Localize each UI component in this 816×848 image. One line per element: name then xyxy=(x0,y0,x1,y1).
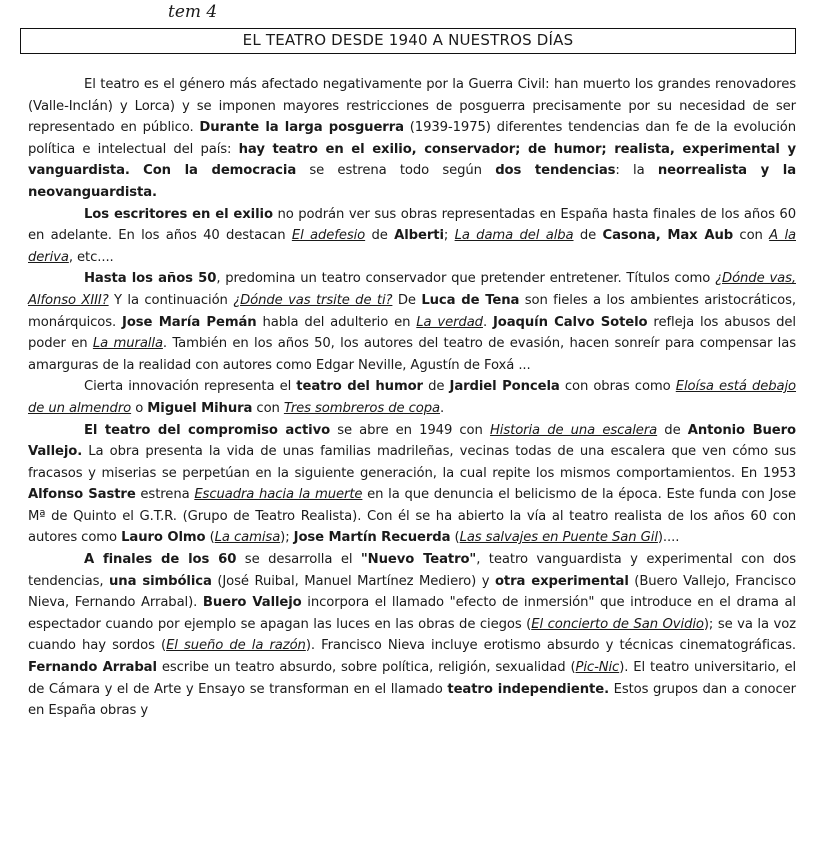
text-run: no podrán ver sus obras representadas en España hasta finales de los años 60 en adelante. En los años 40 destacan xyxy=(28,206,796,244)
text-run: con xyxy=(252,400,284,416)
work-title: El adefesio xyxy=(291,228,366,244)
text-run: , teatro vanguardista y experimental con dos tendencias, xyxy=(28,552,796,589)
text-run: Estos grupos dan a conocer en España obras y xyxy=(28,681,796,719)
text-run: (José Ruibal, Manuel Martínez Mediero) y xyxy=(211,573,495,589)
bold-text: Fernando Arrabal xyxy=(28,660,157,676)
text-run: . xyxy=(440,400,445,416)
work-title: Pic-Nic xyxy=(575,660,620,676)
text-run: Cierta innovación representa el xyxy=(84,379,297,395)
bold-text: dos tendencias xyxy=(495,163,616,179)
document-body xyxy=(28,74,796,722)
bold-text: Durante la larga posguerra xyxy=(199,120,404,136)
bold-text: Lauro Olmo xyxy=(121,530,206,546)
paragraph xyxy=(28,420,796,550)
work-title: ¿Dónde vas trsite de ti? xyxy=(233,292,393,308)
bold-text: hay teatro en el exilio, conservador; de humor; realista, experimental y vanguardista. xyxy=(28,141,796,179)
text-run: de xyxy=(573,228,603,244)
text-run: ). Francisco Nieva incluye erotismo absurdo y técnicas cinematográficas. xyxy=(305,638,796,654)
text-run: , predomina un teatro conservador que pretender entretener. Títulos como xyxy=(216,271,716,287)
work-title: Historia de una escalera xyxy=(489,422,658,438)
paragraph xyxy=(28,204,796,269)
work-title: La muralla xyxy=(92,336,163,352)
text-run: (Buero Vallejo, Francisco Nieva, Fernando Arrabal). xyxy=(28,573,796,611)
text-run: ; xyxy=(443,228,455,244)
work-title: Eloísa está debajo de un almendro xyxy=(28,379,797,416)
work-title: ¿Dónde vas, Alfonso XIII? xyxy=(28,271,796,308)
text-run: con obras como xyxy=(559,379,676,395)
work-title: El concierto de San Ovidio xyxy=(531,616,704,632)
work-title: A la deriva xyxy=(28,228,796,265)
bold-text: Los escritores en el exilio xyxy=(84,206,273,222)
text-run: estrena xyxy=(135,487,195,503)
bold-text: neorrealista y la neovanguardista. xyxy=(28,163,797,200)
bold-text: A finales de los 60 xyxy=(84,552,237,568)
bold-text: Alfonso Sastre xyxy=(28,487,136,503)
bold-text: Con la democracia xyxy=(143,163,297,179)
paragraph xyxy=(28,549,796,722)
text-run: ); xyxy=(280,530,294,546)
handwritten-topic-note: tem 4 xyxy=(168,2,218,22)
bold-text: Antonio Buero Vallejo. xyxy=(28,422,797,460)
bold-text: Alberti xyxy=(394,228,444,244)
text-run: . También en los años 50, los autores del teatro de evasión, hacen sonreír para compensar las amarguras de la realidad con autores como Edgar Neville, Agustín de Foxá ... xyxy=(28,336,796,373)
text-run: son fieles a los ambientes aristocráticos, monárquicos. xyxy=(28,292,796,330)
work-title: La camisa xyxy=(214,530,281,546)
bold-text: Jardiel Poncela xyxy=(449,379,560,395)
text-run: (1939-1975) diferentes tendencias dan fe de la evolución política e intelectual del país: xyxy=(28,120,796,157)
text-run: escribe un teatro absurdo, sobre política, religión, sexualidad ( xyxy=(156,660,576,676)
work-title: La verdad xyxy=(416,314,483,330)
bold-text: El teatro del compromiso activo xyxy=(84,422,331,438)
work-title: El sueño de la razón xyxy=(166,638,306,654)
work-title: La dama del alba xyxy=(454,228,574,244)
text-run: de xyxy=(365,228,395,244)
bold-text: teatro del humor xyxy=(296,379,423,395)
page-title: EL TEATRO DESDE 1940 A NUESTROS DÍAS xyxy=(20,28,796,54)
paragraph xyxy=(28,268,796,376)
text-run: incorpora el llamado "efecto de inmersión" que introduce en el drama al espectador cuando por ejemplo se apagan las luces en las obras de ciegos ( xyxy=(28,595,796,632)
text-run: ); se va la voz cuando hay sordos ( xyxy=(28,616,797,654)
bold-text: Luca de Tena xyxy=(421,292,520,308)
text-run: : la xyxy=(615,163,658,179)
text-run: de xyxy=(422,379,450,395)
work-title: Las salvajes en Puente San Gil xyxy=(459,530,658,546)
text-run: refleja los abusos del poder en xyxy=(28,314,796,352)
text-run: De xyxy=(392,292,422,308)
text-run: se estrena todo según xyxy=(296,163,496,179)
text-run xyxy=(130,163,143,178)
work-title: Escuadra hacia la muerte xyxy=(194,487,363,503)
text-run: o xyxy=(131,400,148,416)
bold-text: Hasta los años 50 xyxy=(84,271,217,287)
bold-text: Jose María Pemán xyxy=(122,314,257,330)
text-run: Y la continuación xyxy=(108,292,234,308)
text-run: ).... xyxy=(657,530,680,546)
bold-text: Casona, Max Aub xyxy=(602,228,734,244)
text-run: ( xyxy=(205,530,215,546)
text-run: se desarrolla el xyxy=(236,552,361,568)
bold-text: teatro independiente. xyxy=(447,681,610,697)
paragraph xyxy=(28,74,796,204)
bold-text: una simbólica xyxy=(109,573,212,589)
paragraph xyxy=(28,376,796,419)
text-run: . xyxy=(482,314,493,330)
bold-text: "Nuevo Teatro" xyxy=(360,552,477,568)
text-run: de xyxy=(657,422,688,438)
work-title: Tres sombreros de copa xyxy=(283,400,441,416)
text-run: La obra presenta la vida de unas familias madrileñas, vecinas todas de una escalera que ven cómo sus fracasos y miserias se perpetúan en la siguiente generación, la cual repite los mismos comportamientos. En 1953 xyxy=(28,444,796,481)
bold-text: Miguel Mihura xyxy=(147,400,253,416)
text-run: El teatro es el género más afectado negativamente por la Guerra Civil: han muerto los grandes renovadores (Valle-Inclán) y Lorca) y se imponen mayores restricciones de posguerra precisamente por su necesidad de ser representado en público. xyxy=(28,77,796,136)
bold-text: otra experimental xyxy=(494,573,629,589)
bold-text: Joaquín Calvo Sotelo xyxy=(492,314,648,330)
bold-text: Buero Vallejo xyxy=(202,595,302,611)
bold-text: Jose Martín Recuerda xyxy=(293,530,451,546)
text-run: , etc.... xyxy=(68,249,114,265)
text-run: habla del adulterio en xyxy=(256,314,417,330)
text-run: ( xyxy=(450,530,460,546)
text-run: con xyxy=(733,228,770,244)
text-run: en la que denuncia el belicismo de la época. Este funda con Jose Mª de Quinto el G.T.R. (Grupo de Teatro Realista). Con él se ha abierto la vía al teatro realista de los años 60 con autores como xyxy=(28,487,797,546)
text-run: ). El teatro universitario, el de Cámara y el de Arte y Ensayo se transforman en el llamado xyxy=(28,660,797,697)
text-run: se abre en 1949 con xyxy=(330,422,490,438)
